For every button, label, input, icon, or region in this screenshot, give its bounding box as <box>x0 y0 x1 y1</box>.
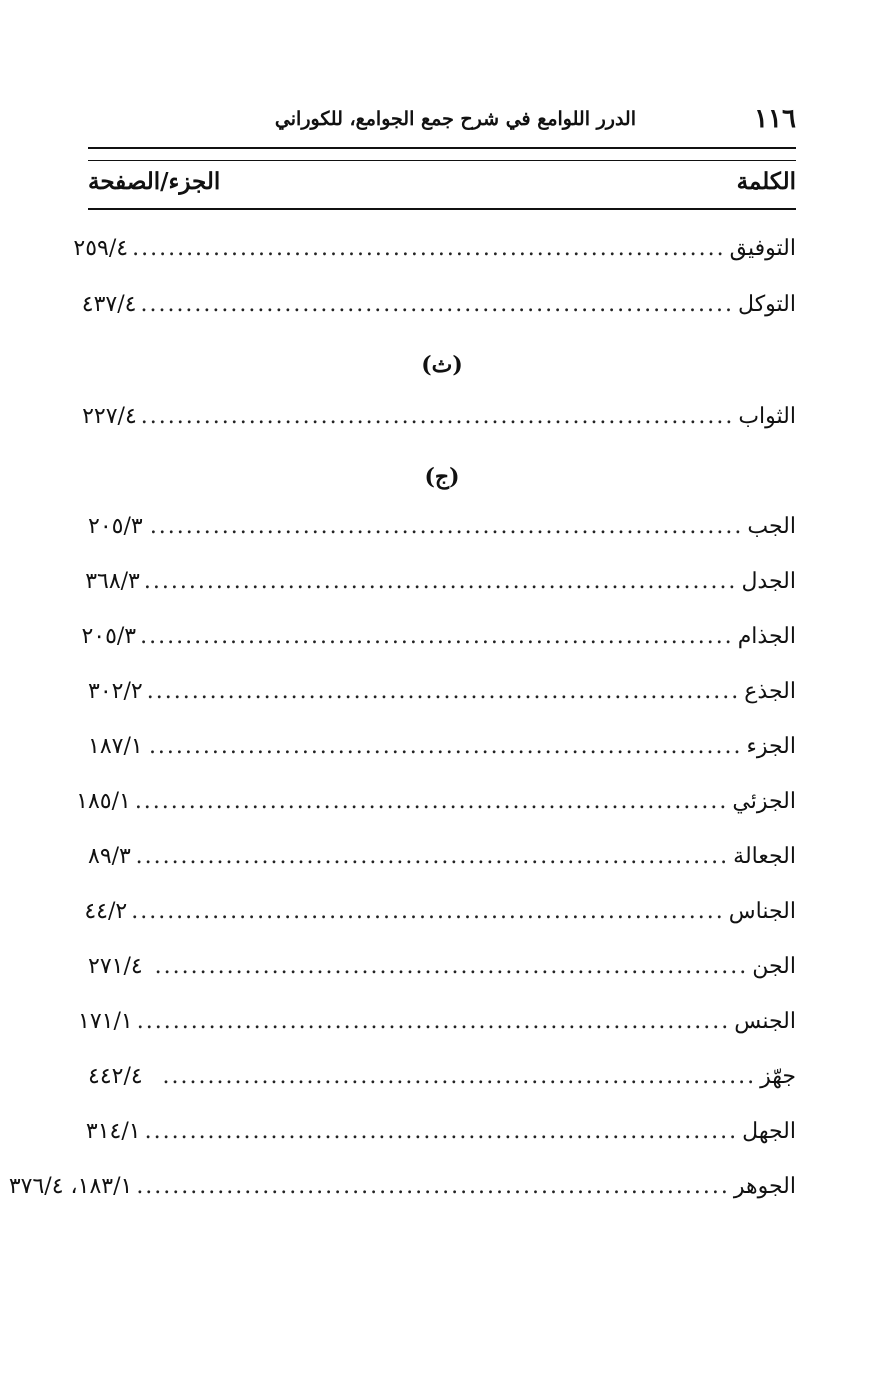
dot-leader: .................................................................. <box>143 569 738 594</box>
dot-leader: .................................................................. <box>154 954 749 979</box>
entry-word: الجذع <box>744 679 796 704</box>
entry-word: جهّز <box>760 1064 796 1089</box>
index-entry <box>73 236 796 276</box>
dot-leader: .................................................................. <box>162 1064 757 1089</box>
entry-word: الجن <box>752 954 796 979</box>
entry-reference: ١٧١/١ <box>78 1009 133 1034</box>
entry-reference: ٤٤٢/٤ <box>88 1064 143 1089</box>
index-entry <box>76 789 796 829</box>
entry-word: الجدل <box>741 569 796 594</box>
entry-reference: ٢٠٥/٣ <box>81 624 137 649</box>
entry-word: الجعالة <box>733 844 796 869</box>
section-letter-tha: (ث) <box>421 352 463 378</box>
entry-reference: ٣٦٨/٣ <box>85 569 140 594</box>
index-entry <box>88 514 796 554</box>
column-header-word: الكلمة <box>736 168 796 195</box>
entry-word: الجب <box>747 514 796 539</box>
dot-leader: .................................................................. <box>136 1009 731 1034</box>
dot-leader: .................................................................. <box>131 899 725 924</box>
index-entry <box>81 292 796 332</box>
index-entry <box>81 624 796 664</box>
index-entry <box>85 569 796 609</box>
entry-word: التوكل <box>738 292 796 317</box>
dot-leader: .................................................................. <box>148 734 743 759</box>
entry-word: الثواب <box>738 404 796 429</box>
entry-word: التوفيق <box>729 236 796 261</box>
entry-word: الجذام <box>737 624 796 649</box>
entry-reference: ٢٠٥/٣ <box>88 514 143 539</box>
entry-reference: ١٨٥/١ <box>76 789 131 814</box>
dot-leader: .................................................................. <box>132 236 726 261</box>
dot-leader: .................................................................. <box>134 789 729 814</box>
dot-leader: .................................................................. <box>136 1174 730 1199</box>
dot-leader: .................................................................. <box>149 514 744 539</box>
column-header-reference: الجزء/الصفحة <box>88 168 221 195</box>
entry-word: الجزئي <box>732 789 796 814</box>
dot-leader: .................................................................. <box>144 1119 739 1144</box>
entry-reference: ٣٠٢/٢ <box>88 679 143 704</box>
book-title: الدرر اللوامع في شرح جمع الجوامع، للكوراني <box>274 108 636 130</box>
entry-reference: ٢٧١/٤ <box>88 954 143 979</box>
index-entry <box>88 1064 796 1104</box>
index-entry <box>78 1009 796 1049</box>
dot-leader: .................................................................. <box>140 404 735 429</box>
entry-reference: ١٨٣/١، ٣٧٦/٤ <box>8 1174 133 1199</box>
page-number: ١١٦ <box>754 104 796 134</box>
entry-word: الجناس <box>728 899 796 924</box>
entry-reference: ٢٢٧/٤ <box>82 404 137 429</box>
entry-reference: ٨٩/٣ <box>88 844 131 869</box>
section-letter-jim: (ج) <box>424 464 460 490</box>
entry-reference: ٣١٤/١ <box>85 1119 141 1144</box>
entry-reference: ٤٣٧/٤ <box>81 292 137 317</box>
entry-reference: ٢٥٩/٤ <box>73 236 129 261</box>
index-entry <box>84 899 796 939</box>
entry-word: الجنس <box>734 1009 796 1034</box>
entry-word: الجزء <box>746 734 796 759</box>
index-entry <box>88 844 796 884</box>
dot-leader: .................................................................. <box>140 624 734 649</box>
dot-leader: .................................................................. <box>146 679 741 704</box>
entry-word: الجهل <box>742 1119 796 1144</box>
index-entry <box>88 679 796 719</box>
index-entry <box>88 734 796 774</box>
index-entry <box>8 1174 796 1214</box>
dot-leader: .................................................................. <box>135 844 730 869</box>
entry-reference: ١٨٧/١ <box>88 734 143 759</box>
dot-leader: .................................................................. <box>140 292 735 317</box>
index-entry <box>85 1119 796 1159</box>
index-entry <box>82 404 796 444</box>
index-entry <box>88 954 796 994</box>
entry-reference: ٤٤/٢ <box>84 899 128 924</box>
entry-word: الجوهر <box>733 1174 796 1199</box>
